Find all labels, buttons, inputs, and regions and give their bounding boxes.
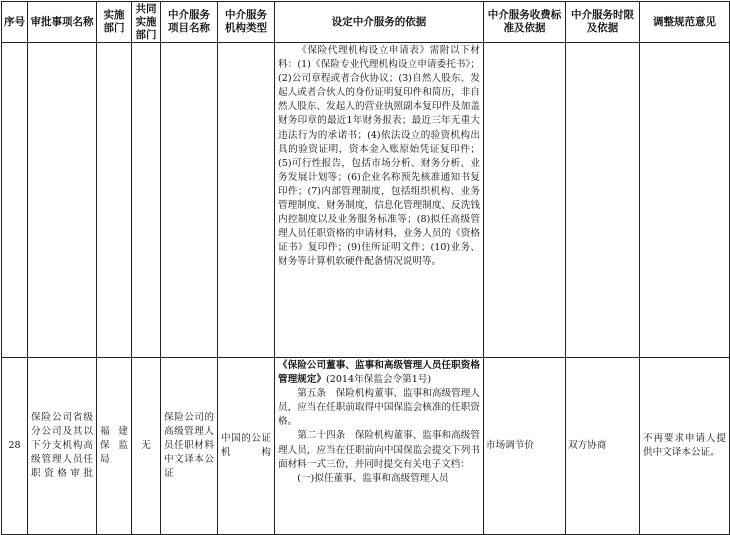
cell-basis (275, 358, 484, 535)
cell-dept (97, 43, 132, 358)
cell-time-limit (566, 43, 640, 358)
basis-paragraph: 第五条 保险机构董事、监事和高级管理人员，应当在任职前取得中国保监会核准的任职资格。 (278, 388, 480, 428)
cell-joint-dept: 无 (132, 358, 161, 535)
basis-title: 《保险公司董事、监事和高级管理人员任职资格管理规定》 (278, 360, 480, 386)
basis-paragraph: 第二十四条 保险机构董事、监事和高级管理人员，应当在任职前向中国保监会提交下列书面材料一式三份，并同时提交有关电子文档： (278, 430, 480, 470)
cell-fee: 市场调节价 (484, 358, 566, 535)
cell-item-name (28, 43, 97, 358)
cell-time-limit: 双方协商 (566, 358, 640, 535)
intermediary-service-table (1, 1, 730, 535)
header-service-item: 中介服务项目名称 (161, 2, 218, 43)
cell-opinion: 不再要求申请人提供中文译本公证。 (640, 358, 730, 535)
cell-fee (484, 43, 566, 358)
table-row (2, 43, 730, 358)
header-fee: 中介服务收费标准及依据 (484, 2, 566, 43)
header-row (2, 2, 730, 43)
cell-joint-dept (132, 43, 161, 358)
cell-agency-type (218, 43, 275, 358)
cell-dept: 福建保监局 (97, 358, 132, 535)
header-agency-type: 中介服务机构类型 (218, 2, 275, 43)
header-opinion: 调整规范意见 (640, 2, 730, 43)
header-item-name: 审批事项名称 (28, 2, 97, 43)
header-time-limit: 中介服务时限及依据 (566, 2, 640, 43)
basis-paragraph: (一)拟任董事、监事和高级管理人员 (297, 472, 449, 484)
cell-opinion (640, 43, 730, 358)
header-dept: 实施部门 (97, 2, 132, 43)
header-seq: 序号 (2, 2, 28, 43)
basis-content (278, 359, 480, 533)
header-basis: 设定中介服务的依据 (275, 2, 484, 43)
cell-service-item: 保险公司的高级管理人员任职材料中文译本公证 (161, 358, 218, 535)
cell-basis (275, 43, 484, 358)
header-joint-dept: 共同实施部门 (132, 2, 161, 43)
cell-item-name: 保险公司省级分公司及其以下分支机构高级管理人员任职资格审批 (28, 358, 97, 535)
basis-title-suffix: (2014年保监会令第1号) (325, 374, 432, 386)
cell-service-item (161, 43, 218, 358)
cell-seq (2, 43, 28, 358)
cell-seq: 28 (2, 358, 28, 535)
cell-agency-type: 中国的公证机构 (218, 358, 275, 535)
basis-title-line (278, 359, 480, 387)
basis-text: 《保险代理机构设立申请表》需附以下材料：(1)《保险专业代理机构设立申请委托书》；(2)公司章程或者合伙协议；(3)自然人股东、发起人或者合伙人的身份证明复印件和简历，非自然人股东、发起人的营业执照副本复印件及加盖财务印章的最近1年财务报表；最近三年无重大违法行为的承诺书；(4)依法设立的验资机构出具的验资证明，资本金入账原始凭证复印件；(5)可行性报告，包括市场分析、财务分析、业务发展计划等；(6)企业名称预先核准通知书复印件；(7)内部管理制度，包括组织机构、业务管理制度、财务制度，信息化管理制度、反洗钱内控制度以及业务服务标准等；(8)拟任高级管理人员任职资格的申请材料，业务人员的《资格证书》复印件；(9)住所证明文件；(10)业务、财务等计算机软硬件配备情况说明等。 (278, 45, 480, 268)
table-row (2, 358, 730, 535)
